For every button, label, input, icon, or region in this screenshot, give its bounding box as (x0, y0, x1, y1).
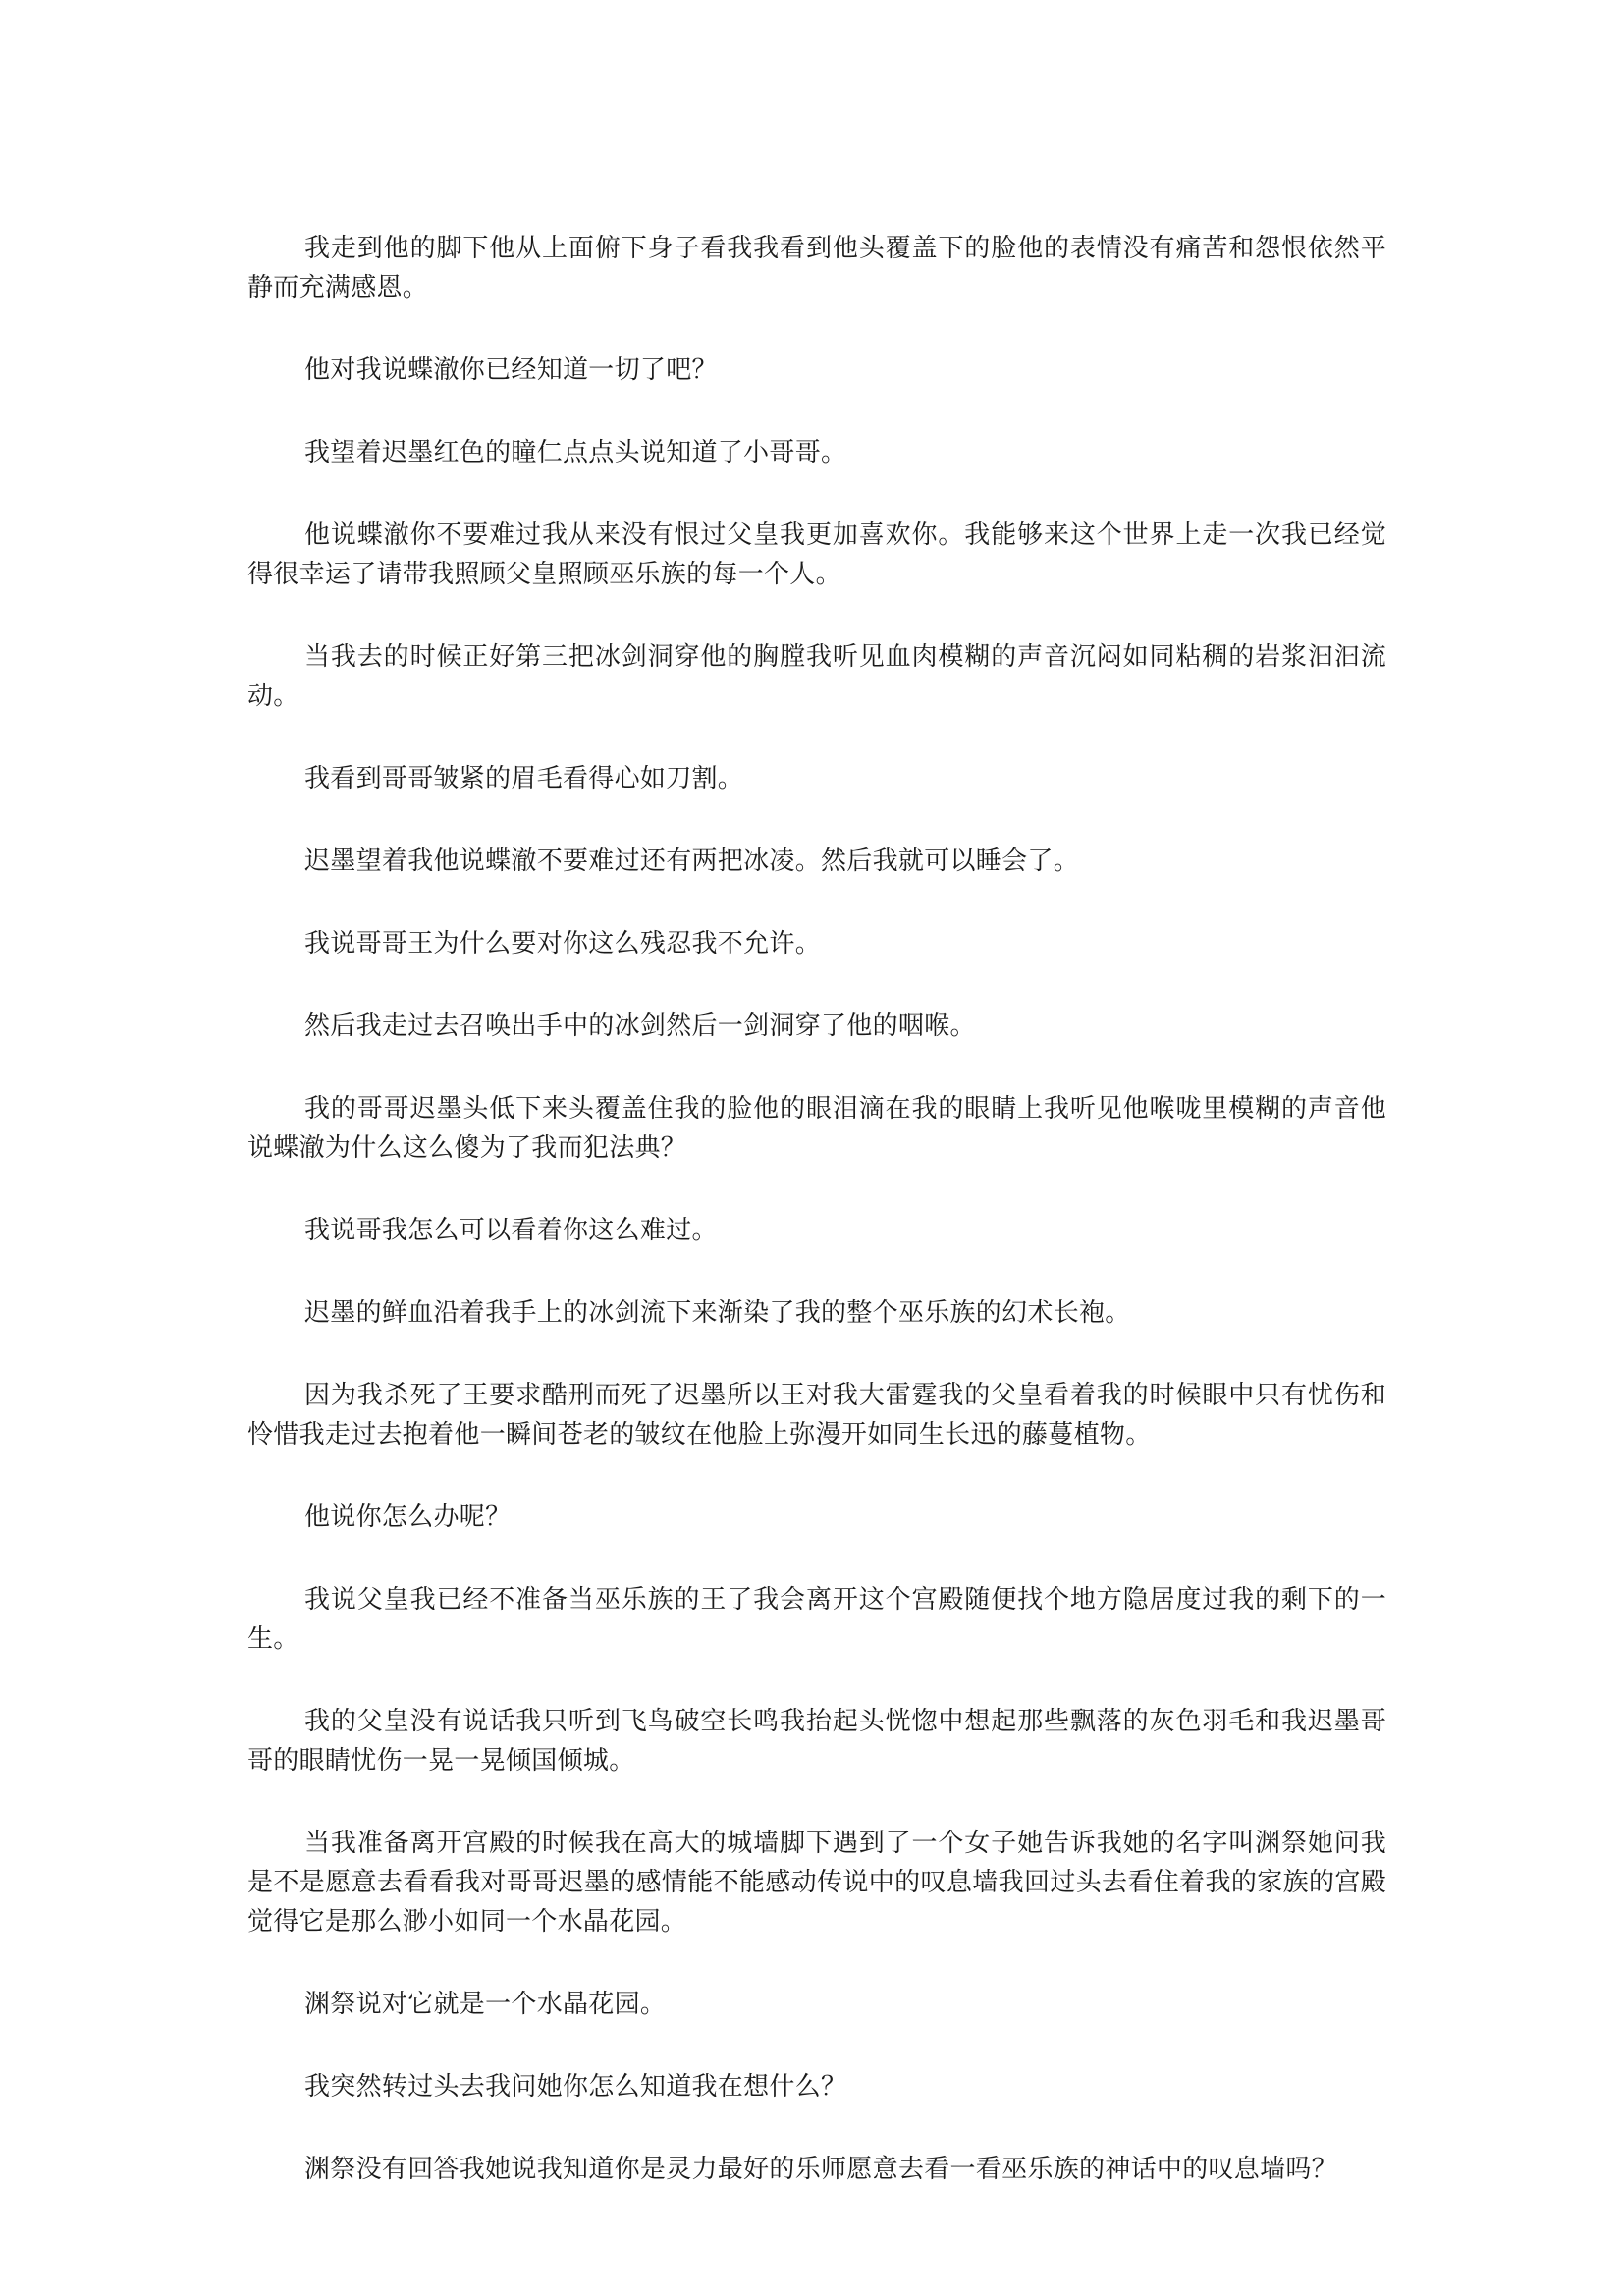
paragraph-16: 我的父皇没有说话我只听到飞鸟破空长鸣我抬起头恍惚中想起那些飘落的灰色羽毛和我迟墨哥哥的眼睛忧伤一晃一晃倾国倾城。 (247, 1707, 1386, 1776)
paragraph-9: 然后我走过去召唤出手中的冰剑然后一剑洞穿了他的咽喉。 (304, 1011, 976, 1041)
paragraph-17: 当我准备离开宫殿的时候我在高大的城墙脚下遇到了一个女子她告诉我她的名字叫渊祭她问我是不是愿意去看看我对哥哥迟墨的感情能不能感动传说中的叹息墙我回过头去看住着我的家族的宫殿觉得它是那么渺小如同一个水晶花园。 (247, 1829, 1386, 1937)
paragraph-13: 因为我杀死了王要求酷刑而死了迟墨所以王对我大雷霆我的父皇看着我的时候眼中只有忧伤和怜惜我走过去抱着他一瞬间苍老的皱纹在他脸上弥漫开如同生长迅的藤蔓植物。 (247, 1381, 1386, 1449)
paragraph-19: 我突然转过头去我问她你怎么知道我在想什么？ (304, 2072, 847, 2102)
paragraph-11: 我说哥我怎么可以看着你这么难过。 (304, 1216, 718, 1245)
paragraph-15: 我说父皇我已经不准备当巫乐族的王了我会离开这个宫殿随便找个地方隐居度过我的剩下的一生。 (247, 1585, 1386, 1654)
paragraph-18: 渊祭说对它就是一个水晶花园。 (304, 1990, 667, 2019)
paragraph-7: 迟墨望着我他说蝶澈不要难过还有两把冰凌。然后我就可以睡会了。 (304, 847, 1080, 876)
paragraph-2: 他对我说蝶澈你已经知道一切了吧？ (304, 355, 718, 385)
paragraph-10: 我的哥哥迟墨头低下来头覆盖住我的脸他的眼泪滴在我的眼睛上我听见他喉咙里模糊的声音他说蝶澈为什么这么傻为了我而犯法典？ (247, 1094, 1386, 1163)
paragraph-1: 我走到他的脚下他从上面俯下身子看我我看到他头覆盖下的脸他的表情没有痛苦和怨恨依然平静而充满感恩。 (247, 234, 1386, 302)
paragraph-8: 我说哥哥王为什么要对你这么残忍我不允许。 (304, 929, 822, 958)
paragraph-20: 渊祭没有回答我她说我知道你是灵力最好的乐师愿意去看一看巫乐族的神话中的叹息墙吗？ (304, 2155, 1338, 2184)
paragraph-14: 他说你怎么办呢？ (304, 1503, 512, 1532)
document-body (247, 229, 1386, 2232)
paragraph-12: 迟墨的鲜血沿着我手上的冰剑流下来渐染了我的整个巫乐族的幻术长袍。 (304, 1298, 1131, 1328)
paragraph-4: 他说蝶澈你不要难过我从来没有恨过父皇我更加喜欢你。我能够来这个世界上走一次我已经觉得很幸运了请带我照顾父皇照顾巫乐族的每一个人。 (247, 520, 1386, 589)
paragraph-5: 当我去的时候正好第三把冰剑洞穿他的胸膛我听见血肉模糊的声音沉闷如同粘稠的岩浆汩汩流动。 (247, 642, 1386, 711)
paragraph-6: 我看到哥哥皱紧的眉毛看得心如刀割。 (304, 764, 744, 793)
paragraph-3: 我望着迟墨红色的瞳仁点点头说知道了小哥哥。 (304, 438, 847, 467)
